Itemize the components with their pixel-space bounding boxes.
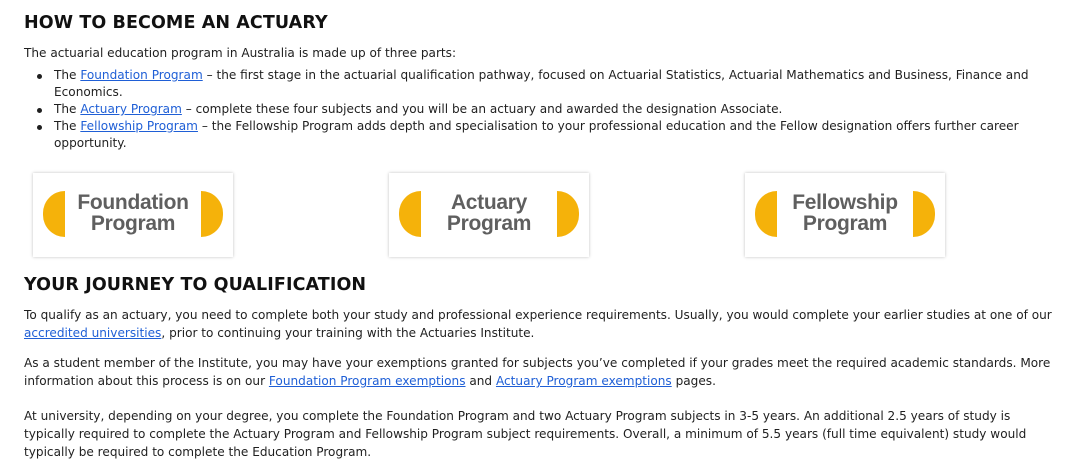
journey-paragraph-1	[24, 306, 1059, 342]
section-heading-how: HOW TO BECOME AN ACTUARY	[24, 13, 328, 33]
list-item-actuary	[54, 101, 1074, 118]
list-item-prefix: The	[54, 68, 81, 82]
logo-left-half-circle-icon	[755, 191, 777, 237]
list-item-prefix: The	[54, 102, 81, 116]
section-heading-journey: YOUR JOURNEY TO QUALIFICATION	[24, 275, 367, 295]
actuary-exemptions-link[interactable]: Actuary Program exemptions	[495, 374, 672, 388]
journey-paragraph-2	[24, 354, 1059, 390]
journey-paragraph-3: At university, depending on your degree, you complete the Foundation Program and two Actuary Program subjects in 3-5 years. An additional 2.5 years of study is typically required to complete the Actuary Program and Fellowship Program subject requirements. Overall, a minimum of 5.5 years (full time equivalent) study would typically be required to complete the Education Program.	[24, 409, 1027, 459]
accredited-universities-link[interactable]: accredited universities	[24, 326, 162, 340]
logo-text	[69, 192, 197, 234]
logo-left-half-circle-icon	[43, 191, 65, 237]
logo-left-half-circle-icon	[399, 191, 421, 237]
actuary-program-link[interactable]: Actuary Program	[80, 102, 182, 116]
program-list	[24, 67, 1074, 152]
intro-text: The actuarial education program in Australia is made up of three parts:	[24, 46, 457, 60]
paragraph-text: and	[465, 374, 496, 388]
list-item-text: – complete these four subjects and you will be an actuary and awarded the designation Associate.	[181, 102, 783, 116]
logo-line-2: Program	[90, 212, 176, 235]
logo-line-1: Actuary	[450, 191, 528, 214]
paragraph-text: As a student member of the Institute, you may have your exemptions granted for subjects you’ve completed if your grades meet the required academic standards. More information about this process is on our	[24, 356, 1051, 388]
logo-line-1: Foundation	[77, 191, 189, 214]
logo-right-half-circle-icon	[201, 191, 223, 237]
logo-text	[425, 192, 553, 234]
foundation-exemptions-link[interactable]: Foundation Program exemptions	[268, 374, 466, 388]
logo-line-2: Program	[446, 212, 532, 235]
logo-line-1: Fellowship	[792, 191, 898, 214]
fellowship-program-link[interactable]: Fellowship Program	[80, 119, 198, 133]
foundation-program-link[interactable]: Foundation Program	[80, 68, 203, 82]
paragraph-text: pages.	[671, 374, 716, 388]
list-item-fellowship	[54, 118, 1074, 152]
paragraph-text: , prior to continuing your training with the Actuaries Institute.	[161, 326, 535, 340]
list-item-foundation	[54, 67, 1074, 101]
foundation-program-logo	[33, 173, 233, 257]
list-item-prefix: The	[54, 119, 81, 133]
fellowship-program-logo	[745, 173, 945, 257]
logo-right-half-circle-icon	[913, 191, 935, 237]
list-item-text: – the Fellowship Program adds depth and specialisation to your professional education and the Fellow designation offers further career opportunity.	[54, 119, 1019, 150]
logo-right-half-circle-icon	[557, 191, 579, 237]
logo-text	[781, 192, 909, 234]
paragraph-text: To qualify as an actuary, you need to complete both your study and professional experience requirements. Usually, you would complete your earlier studies at one of our	[24, 308, 1052, 322]
logo-line-2: Program	[802, 212, 888, 235]
actuary-program-logo	[389, 173, 589, 257]
list-item-text: – the first stage in the actuarial qualification pathway, focused on Actuarial Statistics, Actuarial Mathematics and Business, Finance and Economics.	[54, 68, 1029, 99]
